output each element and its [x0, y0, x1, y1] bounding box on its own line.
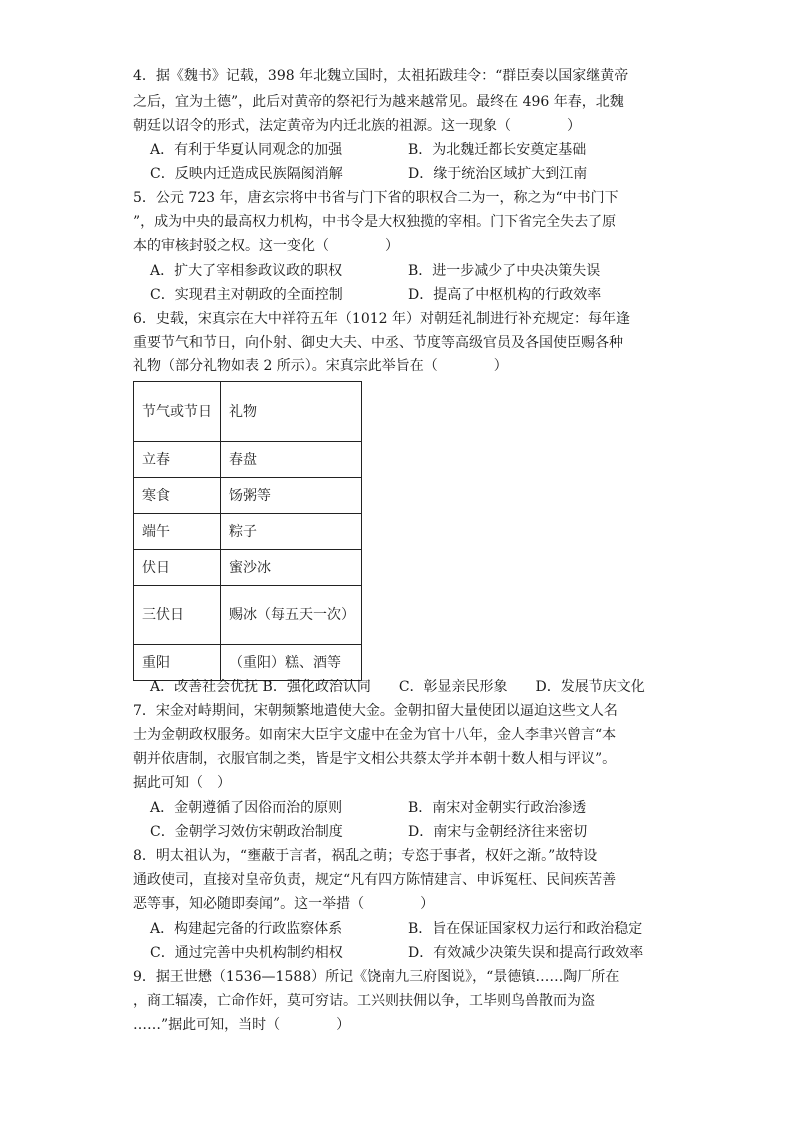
table-header-cell: 节气或节日	[134, 382, 221, 442]
table-cell: 伏日	[134, 550, 221, 586]
table-cell: 蜜沙冰	[221, 550, 362, 586]
q5-option-a: A．扩大了宰相参政议政的职权	[150, 263, 343, 279]
q9-stem-line-3: ……”据此可知，当时（ ）	[133, 1017, 351, 1033]
q9-stem-line-1: 9．据王世懋（1536—1588）所记《饶南九三府图说》，“景德镇……陶厂所在	[133, 969, 620, 985]
gift-table	[133, 381, 362, 681]
q6-stem-line-3: 礼物（部分礼物如表 2 所示）。宋真宗此举旨在（ ）	[133, 358, 508, 374]
q7-stem-line-4: 据此可知（ ）	[133, 775, 231, 791]
q8-option-b: B．旨在保证国家权力运行和政治稳定	[408, 921, 643, 937]
q7-stem-line-2: 士为金朝政权服务。如南宋大臣宇文虚中在金为官十八年，金人李聿兴曾言“本	[133, 727, 617, 743]
table-row	[134, 586, 362, 645]
q8-stem-line-1: 8．明太祖认为，“壅蔽于言者，祸乱之萌；专恣于事者，权奸之渐。”故特设	[133, 848, 598, 864]
table-row	[134, 645, 362, 681]
q6-options-line: A．改善社会优抚 B．强化政治认同 C．彰显亲民形象 D．发展节庆文化	[150, 679, 645, 695]
q5-stem-line-3: 本的审核封驳之权。这一变化（ ）	[133, 238, 399, 254]
table-row	[134, 442, 362, 478]
q5-option-c: C．实现君主对朝政的全面控制	[150, 287, 343, 303]
q8-option-a: A．构建起完备的行政监察体系	[150, 921, 343, 937]
q5-option-b: B．进一步减少了中央决策失误	[408, 263, 601, 279]
table-cell: 端午	[134, 514, 221, 550]
q8-stem-line-2: 通政使司，直接对皇帝负责，规定“凡有四方陈情建言、申诉冤枉、民间疾苦善	[133, 872, 617, 888]
table-cell: 粽子	[221, 514, 362, 550]
q8-option-d: D．有效减少决策失误和提高行政效率	[408, 945, 644, 961]
table-cell: 饧粥等	[221, 478, 362, 514]
q6-stem-line-2: 重要节气和节日，向仆射、御史大夫、中丞、节度等高级官员及各国使臣赐各种	[133, 335, 623, 351]
q7-option-c: C．金朝学习效仿宋朝政治制度	[150, 824, 343, 840]
q7-option-b: B．南宋对金朝实行政治渗透	[408, 800, 587, 816]
table-row	[134, 478, 362, 514]
q8-stem-line-3: 恶等事，知必随即奏闻”。这一举措（ ）	[133, 896, 435, 912]
q7-stem-line-1: 7．宋金对峙期间，宋朝频繁地遣使大金。金朝扣留大量使团以逼迫这些文人名	[133, 703, 618, 719]
q5-stem-line-2: ”，成为中央的最高权力机构，中书令是大权独揽的宰相。门下省完全失去了原	[133, 214, 617, 230]
table-cell: 春盘	[221, 442, 362, 478]
q5-stem-line-1: 5．公元 723 年，唐玄宗将中书省与门下省的职权合二为一，称之为“中书门下	[133, 190, 619, 206]
table-cell: 赐冰（每五天一次）	[221, 586, 362, 645]
table-row	[134, 550, 362, 586]
q4-stem-line-3: 朝廷以诏令的形式，法定黄帝为内迁北族的祖源。这一现象（ ）	[133, 118, 581, 134]
q9-stem-line-2: ，商工辐凑，亡命作奸，莫可穷诘。工兴则扶佣以争，工毕则鸟兽散而为盗	[133, 993, 595, 1009]
q4-option-d: D．缘于统治区域扩大到江南	[408, 166, 588, 182]
q7-option-a: A．金朝遵循了因俗而治的原则	[150, 800, 343, 816]
q5-option-d: D．提高了中枢机构的行政效率	[408, 287, 602, 303]
table-cell: （重阳）糕、酒等	[221, 645, 362, 681]
table-header-cell: 礼物	[221, 382, 362, 442]
q4-option-b: B．为北魏迁都长安奠定基础	[408, 142, 587, 158]
q8-option-c: C．通过完善中央机构制约相权	[150, 945, 343, 961]
q7-stem-line-3: 朝并依唐制，衣服官制之类，皆是宇文相公共蔡太学并本朝十数人相与评议”。	[133, 751, 617, 767]
q7-option-d: D．南宋与金朝经济往来密切	[408, 824, 588, 840]
table-cell: 三伏日	[134, 586, 221, 645]
q4-stem-line-1: 4．据《魏书》记载，398 年北魏立国时，太祖拓跋珪令：“群臣奏以国家继黄帝	[133, 68, 629, 84]
table-cell: 寒食	[134, 478, 221, 514]
q4-option-c: C．反映内迁造成民族隔阂消解	[150, 166, 343, 182]
table-cell: 立春	[134, 442, 221, 478]
table-cell: 重阳	[134, 645, 221, 681]
table-row	[134, 514, 362, 550]
q4-stem-line-2: 之后，宜为土德”，此后对黄帝的祭祀行为越来越常见。最终在 496 年春，北魏	[133, 94, 624, 110]
q6-stem-line-1: 6．史载，宋真宗在大中祥符五年（1012 年）对朝廷礼制进行补充规定：每年逢	[133, 311, 630, 327]
table-header-row	[134, 382, 362, 442]
q4-option-a: A．有利于华夏认同观念的加强	[150, 142, 343, 158]
